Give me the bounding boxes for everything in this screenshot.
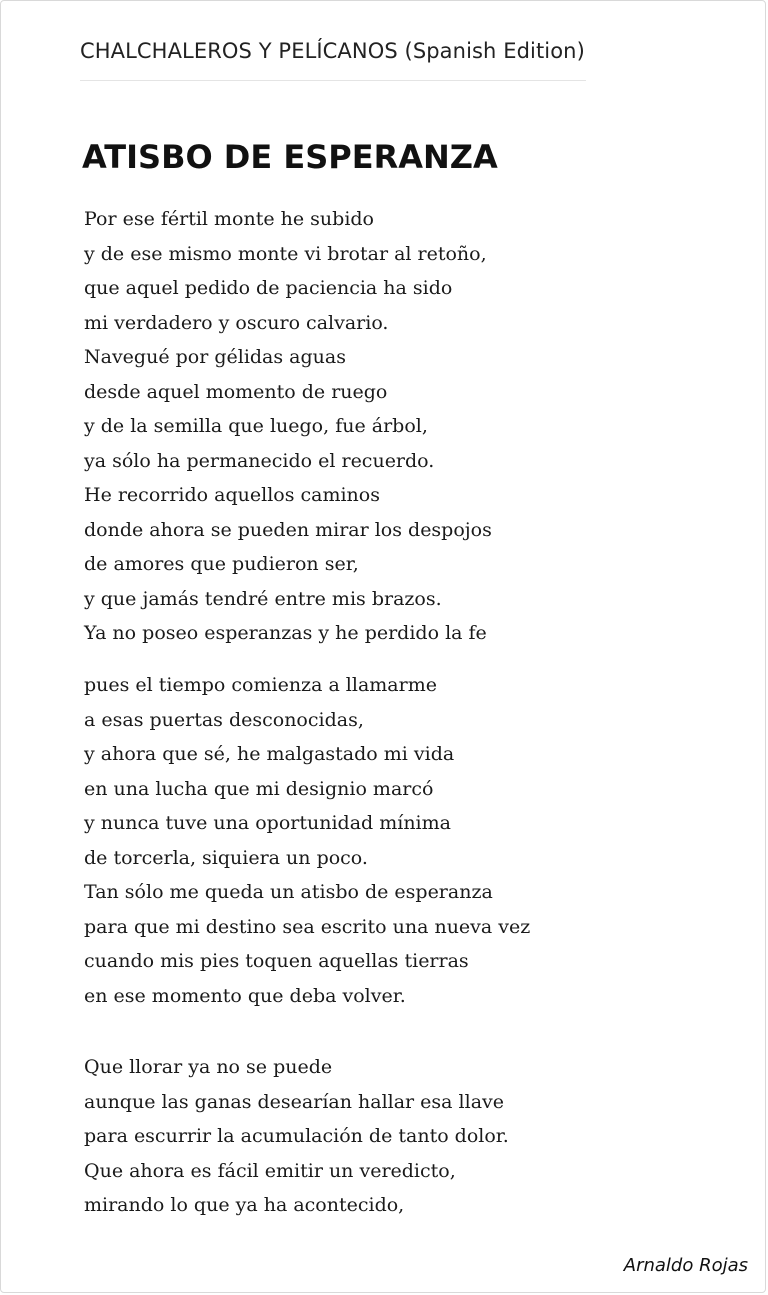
poem-line: Tan sólo me queda un atisbo de esperanza [84,881,493,903]
poem-line: ya sólo ha permanecido el recuerdo. [84,449,435,472]
poem-line: para que mi destino sea escrito una nueva vez [84,915,531,938]
poem-line: a esas puertas desconocidas, [84,708,364,731]
poem-line: y de ese mismo monte vi brotar al retoño, [84,242,487,265]
poem-stanza-2 [84,668,530,1013]
poem-line: y de la semilla que luego, fue árbol, [84,415,428,437]
poem-line: de torcerla, siquiera un poco. [84,846,368,869]
poem-line: Navegué por gélidas aguas [84,346,346,368]
poem-line: Que llorar ya no se puede [84,1056,333,1078]
poem-line: aunque las ganas desearían hallar esa llave [84,1090,505,1113]
poem-line: y ahora que sé, he malgastado mi vida [84,743,455,765]
poem-line: mi verdadero y oscuro calvario. [84,311,389,334]
poem-line: mirando lo que ya ha acontecido, [84,1194,405,1216]
poem-line: He recorrido aquellos caminos [84,484,380,506]
poem-stanza-3 [84,1050,509,1223]
poem-line: pues el tiempo comienza a llamarme [84,674,437,696]
poem-line: en una lucha que mi designio marcó [84,777,434,800]
poem-line: donde ahora se pueden mirar los despojos [84,518,492,541]
poem-line: en ese momento que deba volver. [84,984,406,1007]
book-header [80,36,586,81]
poem-line: Que ahora es fácil emitir un veredicto, [84,1159,456,1182]
poem-line: y nunca tuve una oportunidad mínima [84,812,451,834]
poem-stanza-1 [84,202,492,651]
book-title: CHALCHALEROS Y PELÍCANOS (Spanish Edition) [80,39,585,63]
poem-line: desde aquel momento de ruego [84,380,388,403]
poem-line: que aquel pedido de paciencia ha sido [84,277,453,299]
poem-line: cuando mis pies toquen aquellas tierras [84,950,469,972]
poem-title: ATISBO DE ESPERANZA [82,138,498,176]
poem-line: Ya no poseo esperanzas y he perdido la fe [84,622,487,644]
poem-line: Por ese fértil monte he subido [84,208,375,230]
author-name: Arnaldo Rojas [623,1255,748,1276]
poem-line: de amores que pudieron ser, [84,553,359,575]
poem-line: y que jamás tendré entre mis brazos. [84,587,442,610]
poem-line: para escurrir la acumulación de tanto dolor. [84,1125,509,1147]
